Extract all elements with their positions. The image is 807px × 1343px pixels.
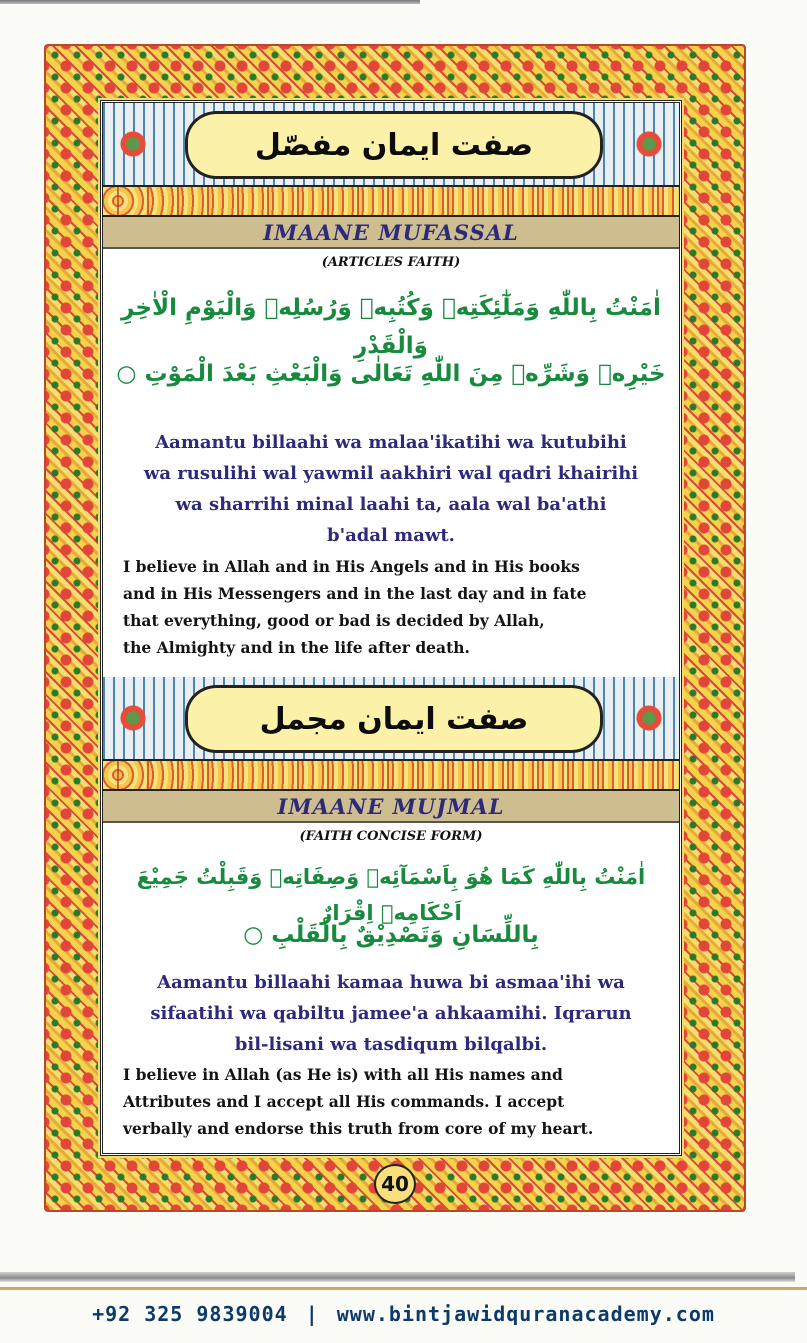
page-number-badge xyxy=(374,1164,416,1204)
transliteration-line: wa sharrihi minal laahi ta, aala wal ba'athi xyxy=(175,494,607,515)
section2-translation xyxy=(123,1061,659,1142)
section1-translation xyxy=(123,553,659,661)
section1-title-cartouche xyxy=(185,111,603,179)
page-content xyxy=(100,100,682,1156)
section1-urdu-title: صفت ایمان مفصّل xyxy=(254,127,534,163)
transliteration-line: bil-lisani wa tasdiqum bilqalbi. xyxy=(234,1034,548,1055)
translation-line: that everything, good or bad is decided by Allah, xyxy=(123,611,545,630)
translation-line: and in His Messengers and in the last day and in fate xyxy=(123,584,587,603)
transliteration-line: b'adal mawt. xyxy=(327,525,455,546)
section1-subtitle: (ARTICLES FAITH) xyxy=(321,255,461,270)
footer-contact xyxy=(0,1296,807,1332)
section1-title: IMAANE MUFASSAL xyxy=(263,219,519,245)
footer-website-link[interactable]: www.bintjawidquranacademy.com xyxy=(336,1302,715,1326)
section1-arabic-line-2: خَيْرِهٖ وَشَرِّهٖ مِنَ اللّٰهِ تَعَالٰى وَالْبَعْثِ بَعْدَ الْمَوْتِ ○ xyxy=(116,361,666,387)
section2-label-band xyxy=(103,791,679,823)
transliteration-line: wa rusulihi wal yawmil aakhiri wal qadri khairihi xyxy=(143,463,639,484)
section1-ornate-header xyxy=(103,103,679,186)
section2-subtitle: (FAITH CONCISE FORM) xyxy=(299,829,483,844)
transliteration-line: Aamantu billaahi kamaa huwa bi asmaa'ihi wa xyxy=(157,972,625,993)
page-top-edge xyxy=(0,0,420,4)
section2-transliteration xyxy=(117,967,665,1060)
section2-arabic-line-1: اٰمَنْتُ بِاللّٰهِ كَمَا هُوَ بِاَسْمَآئِهٖ وَصِفَاتِهٖ وَقَبِلْتُ جَمِيْعَ اَحْكَامِهٖ اِقْرَارٌ xyxy=(136,865,646,925)
section1-chain-border xyxy=(103,185,679,217)
translation-line: I believe in Allah (as He is) with all His names and xyxy=(123,1065,563,1084)
transliteration-line: sifaatihi wa qabiltu jamee'a ahkaamihi. Iqrarun xyxy=(150,1003,632,1024)
translation-line: I believe in Allah and in His Angels and in His books xyxy=(123,557,580,576)
section2-title: IMAANE MUJMAL xyxy=(277,793,505,819)
translation-line: Attributes and I accept all His commands. I accept xyxy=(123,1092,565,1111)
section2-urdu-title: صفت ایمان مجمل xyxy=(259,701,529,737)
section2-title-cartouche xyxy=(185,685,603,753)
footer-separator: | xyxy=(305,1302,319,1326)
section2-chain-border xyxy=(103,759,679,791)
footer-phone[interactable]: +92 325 9839004 xyxy=(92,1302,288,1326)
section1-arabic-line-1: اٰمَنْتُ بِاللّٰهِ وَمَلٰٓئِكَتِهٖ وَكُتُبِهٖ وَرُسُلِهٖ وَالْيَوْمِ الْاٰخِرِ وَالْقَدْرِ xyxy=(121,295,661,359)
section2-arabic-line-2: بِاللِّسَانِ وَتَصْدِيْقٌ بِالْقَلْبِ ○ xyxy=(243,922,539,948)
decorative-border xyxy=(44,44,746,1212)
translation-line: verbally and endorse this truth from core of my heart. xyxy=(123,1119,594,1138)
footer-divider xyxy=(0,1287,807,1290)
page-bottom-shadow xyxy=(0,1272,795,1282)
section1-label-band xyxy=(103,217,679,249)
section2-ornate-header xyxy=(103,677,679,760)
translation-line: the Almighty and in the life after death. xyxy=(123,638,470,657)
transliteration-line: Aamantu billaahi wa malaa'ikatihi wa kutubihi xyxy=(155,432,627,453)
page-number: 40 xyxy=(381,1172,409,1196)
section1-transliteration xyxy=(117,427,665,551)
